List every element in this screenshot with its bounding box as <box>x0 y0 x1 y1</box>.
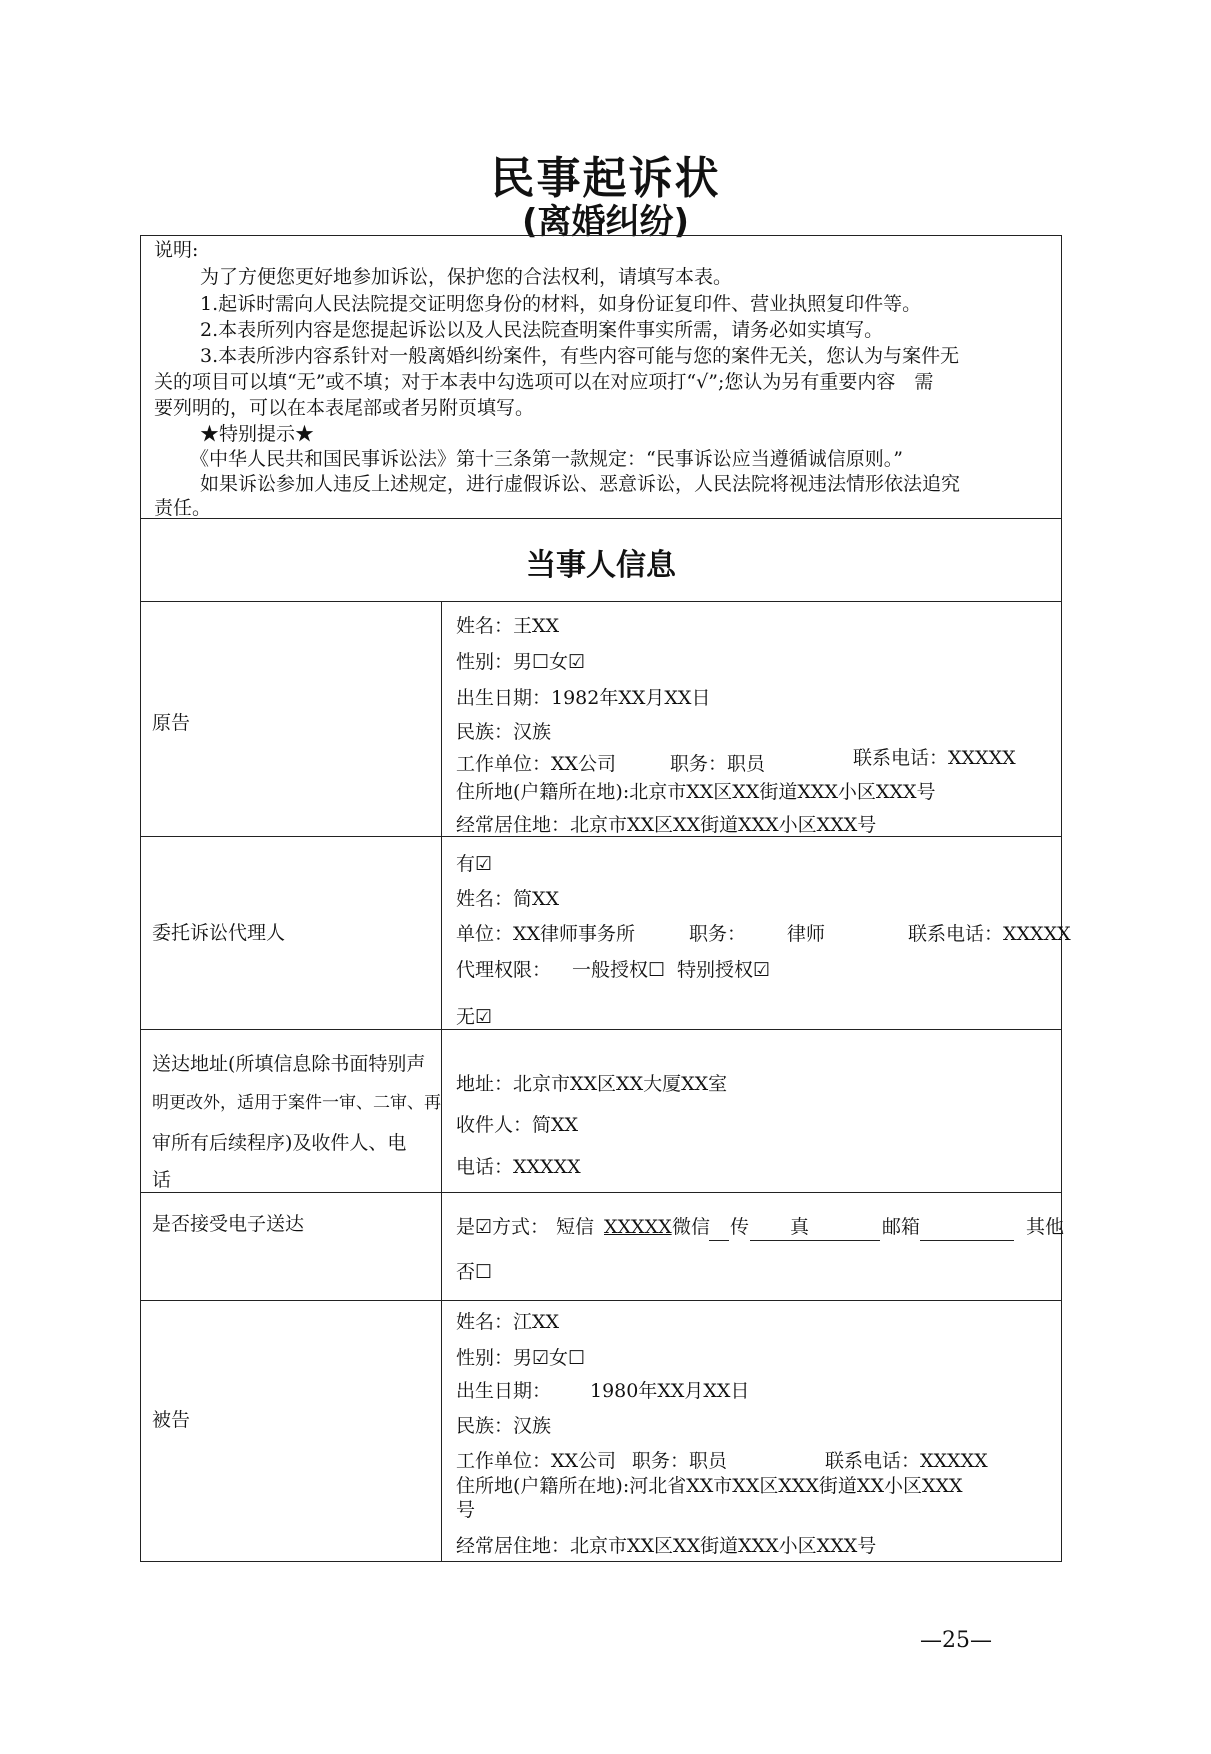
plaintiff-employer[interactable]: 工作单位：XX公司 <box>456 753 617 775</box>
instruction-line: 要列明的，可以在本表尾部或者另附页填写。 <box>154 397 535 419</box>
authority-general-checkbox[interactable]: 一般授权☐ <box>572 959 666 981</box>
defendant-gender[interactable]: 性别：男☑女☐ <box>456 1347 586 1369</box>
email-field[interactable] <box>920 1220 1014 1241</box>
plaintiff-position[interactable]: 职务：职员 <box>670 753 766 775</box>
defendant-name[interactable]: 姓名：江XX <box>456 1311 560 1333</box>
sms-label: 短信 <box>556 1216 595 1238</box>
plaintiff-name[interactable]: 姓名：王XX <box>456 615 560 637</box>
instructions-heading: 说明: <box>154 239 199 261</box>
defendant-domicile[interactable]: 住所地(户籍所在地):河北省XX市XX区XXX街道XX小区XXX <box>456 1475 963 1497</box>
plaintiff-label: 原告 <box>152 712 191 734</box>
service-address-label-line: 审所有后续程序)及收件人、电 <box>152 1132 407 1154</box>
agent-name[interactable]: 姓名：简XX <box>456 888 560 910</box>
fax-field[interactable] <box>750 1220 880 1241</box>
section-title: 当事人信息 <box>526 548 676 583</box>
plaintiff-birth[interactable]: 出生日期：1982年XX月XX日 <box>456 687 711 709</box>
instruction-line: 《中华人民共和国民事诉讼法》第十三条第一款规定：“民事诉讼应当遵循诚信原则。” <box>190 448 903 470</box>
page-number: —25— <box>920 1628 992 1653</box>
document-title: 民事起诉状 <box>490 153 721 204</box>
agent-none-checkbox[interactable]: 无☑ <box>456 1006 493 1028</box>
agent-position-value[interactable]: 律师 <box>787 923 826 945</box>
fax-label-2: 真 <box>790 1216 810 1238</box>
other-label: 其他 <box>1026 1216 1065 1238</box>
plaintiff-phone[interactable]: 联系电话：XXXXX <box>853 747 1016 769</box>
defendant-residence[interactable]: 经常居住地：北京市XX区XX街道XXX小区XXX号 <box>456 1535 877 1557</box>
instruction-line: 2.本表所列内容是您提起诉讼以及人民法院查明案件事实所需，请务必如实填写。 <box>200 319 884 341</box>
instruction-line: 为了方便您更好地参加诉讼，保护您的合法权利，请填写本表。 <box>200 266 733 288</box>
defendant-domicile-continued: 号 <box>456 1499 476 1521</box>
service-address-label-line: 话 <box>152 1169 172 1191</box>
electronic-no-checkbox[interactable]: 否☐ <box>456 1261 493 1283</box>
authority-special-checkbox[interactable]: 特别授权☑ <box>677 959 771 981</box>
defendant-birth-value[interactable]: 1980年XX月XX日 <box>590 1380 750 1402</box>
service-phone[interactable]: 电话：XXXXX <box>456 1156 581 1178</box>
defendant-label: 被告 <box>152 1409 191 1431</box>
special-notice-heading: ★特别提示★ <box>200 423 315 445</box>
email-label: 邮箱 <box>882 1216 921 1238</box>
divider <box>140 601 1062 602</box>
fax-label: 传 <box>730 1216 750 1238</box>
agent-phone[interactable]: 联系电话：XXXXX <box>908 923 1071 945</box>
divider <box>140 1300 1062 1301</box>
instruction-line: 1.起诉时需向人民法院提交证明您身份的材料，如身份证复印件、营业执照复印件等。 <box>200 293 922 315</box>
instruction-line: 3.本表所涉内容系针对一般离婚纠纷案件，有些内容可能与您的案件无关，您认为与案件无 <box>200 345 960 367</box>
defendant-position[interactable]: 职务：职员 <box>632 1450 728 1472</box>
defendant-phone[interactable]: 联系电话：XXXXX <box>825 1450 988 1472</box>
instruction-line: 如果诉讼参加人违反上述规定，进行虚假诉讼、恶意诉讼，人民法院将视违法情形依法追究 <box>200 473 961 495</box>
plaintiff-domicile[interactable]: 住所地(户籍所在地):北京市XX区XX街道XXX小区XXX号 <box>456 781 936 803</box>
electronic-yes-checkbox[interactable]: 是☑方式： <box>456 1216 550 1238</box>
sms-value[interactable]: XXXXX <box>604 1216 672 1238</box>
defendant-ethnicity[interactable]: 民族：汉族 <box>456 1415 552 1437</box>
plaintiff-residence[interactable]: 经常居住地：北京市XX区XX街道XXX小区XXX号 <box>456 814 877 836</box>
agent-position-label: 职务： <box>689 923 747 945</box>
agent-authority-label: 代理权限： <box>456 959 552 981</box>
agent-has-checkbox[interactable]: 有☑ <box>456 853 493 875</box>
electronic-service-label: 是否接受电子送达 <box>152 1213 305 1235</box>
service-recipient[interactable]: 收件人：简XX <box>456 1114 579 1136</box>
plaintiff-ethnicity[interactable]: 民族：汉族 <box>456 721 552 743</box>
divider <box>140 518 1062 519</box>
defendant-birth-label: 出生日期： <box>456 1380 552 1402</box>
wechat-label: 微信 <box>672 1216 711 1238</box>
document-subtitle: (离婚纠纷) <box>521 202 690 242</box>
instruction-line: 关的项目可以填“无”或不填；对于本表中勾选项可以在对应项打“√”;您认为另有重要内容 需 <box>154 371 934 393</box>
defendant-employer[interactable]: 工作单位：XX公司 <box>456 1450 617 1472</box>
instruction-line: 责任。 <box>154 497 212 519</box>
divider <box>140 1029 1062 1030</box>
wechat-field[interactable] <box>709 1220 729 1241</box>
agent-label: 委托诉讼代理人 <box>152 922 286 944</box>
service-address-label-line: 送达地址(所填信息除书面特别声 <box>152 1053 426 1075</box>
service-address[interactable]: 地址：北京市XX区XX大厦XX室 <box>456 1073 728 1095</box>
service-address-label-line: 明更改外，适用于案件一审、二审、再 <box>152 1093 441 1113</box>
plaintiff-gender[interactable]: 性别：男☐女☑ <box>456 651 586 673</box>
agent-unit[interactable]: 单位：XX律师事务所 <box>456 923 636 945</box>
